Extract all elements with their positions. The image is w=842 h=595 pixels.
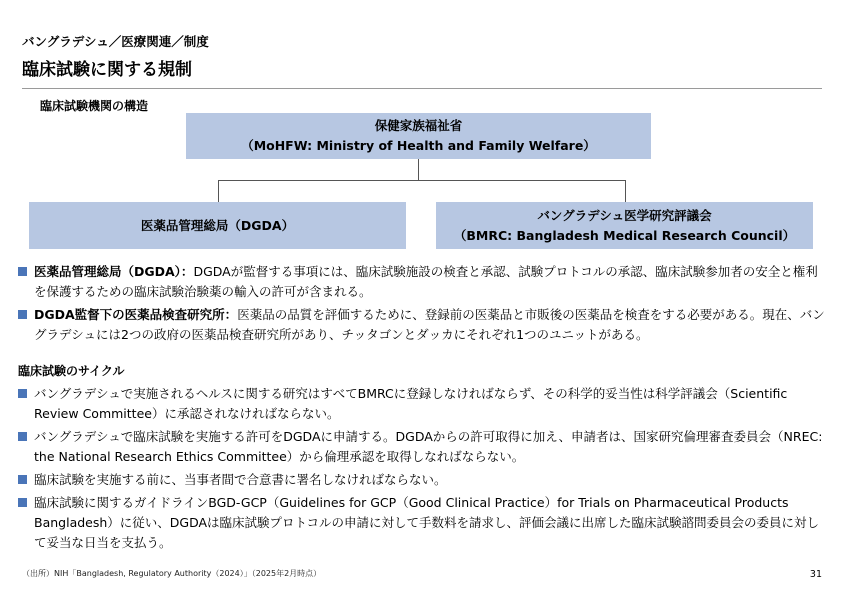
list-item: 医薬品管理総局（DGDA）：DGDAが監督する事項には、臨床試験施設の検査と承認、試験プロトコルの承認、臨床試験参加者の安全と権利を保護するための臨床試験治験薬の輸入の許可が含まれる。 xyxy=(18,262,830,302)
square-bullet-icon xyxy=(18,310,27,319)
list-item: バングラデシュで実施されるヘルスに関する研究はすべてBMRCに登録しなければならず、その科学的妥当性は科学評議会（Scientific Review Committee）に承認されなければならない。 xyxy=(18,384,830,424)
square-bullet-icon xyxy=(18,267,27,276)
org-connector-horizontal xyxy=(218,180,626,181)
cycle-label: 臨床試験のサイクル xyxy=(18,364,125,378)
org-box-bmrc xyxy=(436,202,813,249)
page-number: 31 xyxy=(809,569,822,580)
page-title: 臨床試験に関する規制 xyxy=(22,60,192,80)
structure-label: 臨床試験機関の構造 xyxy=(40,99,149,113)
org-box-dgda-name: 医薬品管理総局（DGDA） xyxy=(140,217,295,233)
breadcrumb: バングラデシュ／医療関連／制度 xyxy=(22,34,209,49)
org-box-mohfw-name: 保健家族福祉省 xyxy=(374,118,463,133)
source-footnote: （出所）NIH「Bangladesh, Regulatory Authority（2024）」（2025年2月時点） xyxy=(22,569,322,578)
list-item: 臨床試験を実施する前に、当事者間で合意書に署名しなければならない。 xyxy=(18,470,830,490)
square-bullet-icon xyxy=(18,498,27,507)
square-bullet-icon xyxy=(18,389,27,398)
org-box-bmrc-name: バングラデシュ医学研究評議会 xyxy=(537,207,712,223)
list-item: バングラデシュで臨床試験を実施する許可をDGDAに申請する。DGDAからの許可取得に加え、申請者は、国家研究倫理審査委員会（NREC: the National Research Ethics Committee）から倫理承認を取得しなればならない。 xyxy=(18,427,830,467)
list-item: 臨床試験に関するガイドラインBGD-GCP（Guidelines for GCP（Good Clinical Practice）for Trials on Pharmaceutical Products Bangladesh）に従い、DGDAは臨床試験プロトコルの申請に対して手数料を請求し、評価会議に出席した臨床試験諮問委員会の委員に対して妥当な日当を支払う。 xyxy=(18,493,830,553)
cycle-bullet-list xyxy=(18,384,830,556)
org-box-mohfw-sub: （MoHFW: Ministry of Health and Family Welfare） xyxy=(241,138,596,153)
org-box-bmrc-sub: （BMRC: Bangladesh Medical Research Council） xyxy=(453,227,796,243)
list-item: DGDA監督下の医薬品検査研究所：医薬品の品質を評価するために、登録前の医薬品と市販後の医薬品を検査をする必要がある。現在、バングラデシュには2つの政府の医薬品検査研究所があり、チッタゴンとダッカにそれぞれ1つのユニットがある。 xyxy=(18,305,830,345)
square-bullet-icon xyxy=(18,432,27,441)
square-bullet-icon xyxy=(18,475,27,484)
org-connector-right xyxy=(625,180,626,202)
org-box-dgda xyxy=(29,202,406,249)
org-bullet-list xyxy=(18,262,830,348)
org-connector-left xyxy=(218,180,219,202)
org-connector-vertical xyxy=(418,159,419,180)
title-divider xyxy=(22,88,822,89)
org-box-mohfw xyxy=(186,113,651,159)
